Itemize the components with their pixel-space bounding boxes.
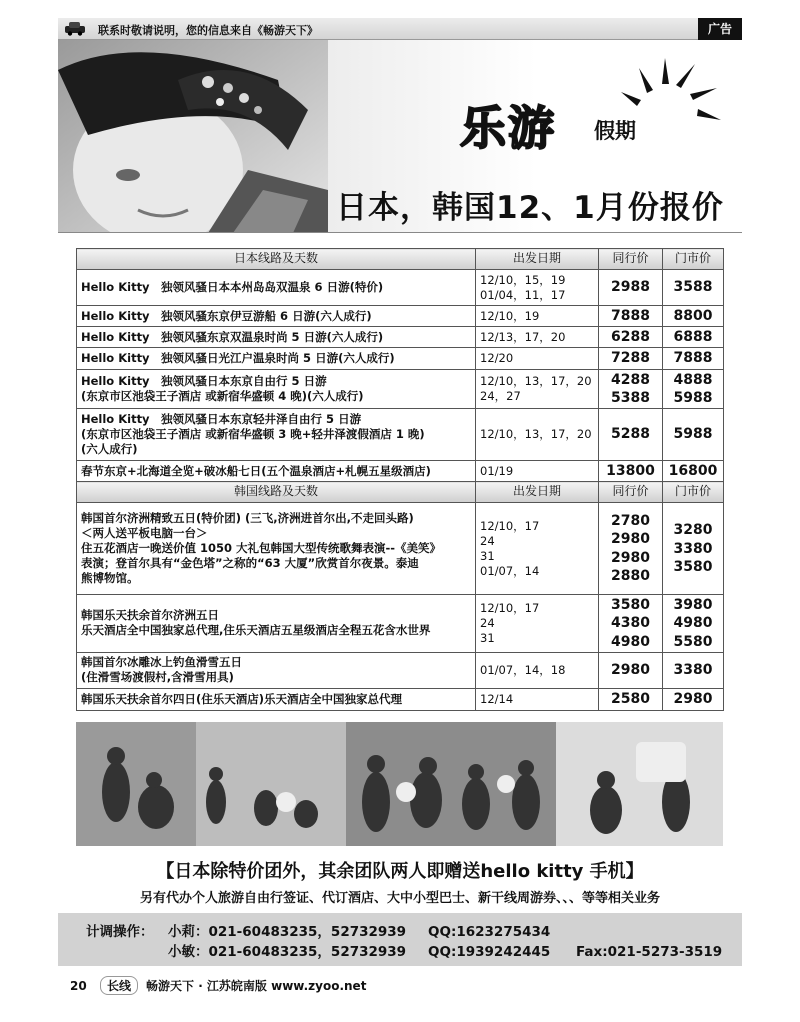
- table-row: [77, 270, 724, 306]
- japan-section: [77, 249, 724, 482]
- date-text: 12/10，13，17，20: [480, 426, 592, 441]
- date-cell: [476, 408, 599, 460]
- price-text: 2980: [611, 549, 650, 566]
- date-text: 01/07，14: [480, 563, 540, 578]
- price-text: 6888: [673, 329, 713, 346]
- contact-box: [58, 913, 742, 966]
- price-text: 2988: [611, 279, 650, 296]
- date-cell: [476, 688, 599, 710]
- table-row: [77, 503, 724, 595]
- route-cell: [77, 408, 476, 460]
- table-row: [77, 595, 724, 653]
- korea-header-row: [77, 482, 724, 503]
- japan-header-row: [77, 249, 724, 270]
- price-text: 6288: [611, 329, 650, 346]
- price-text: 2980: [673, 691, 713, 708]
- page-number: 20: [70, 979, 87, 993]
- price-text: 5988: [673, 426, 713, 443]
- price-text: 16800: [668, 462, 718, 479]
- route-cell: [77, 460, 476, 481]
- date-text: 12/10，17: [480, 518, 540, 533]
- date-text: 12/13，17，20: [480, 329, 566, 344]
- retail-price-cell: [663, 595, 724, 653]
- col-route-header: 韩国线路及天数: [77, 482, 476, 503]
- route-cell: [77, 306, 476, 327]
- price-text: 3588: [673, 279, 713, 296]
- price-text: 3580: [673, 558, 713, 575]
- contact-qq: QQ:1939242445: [428, 944, 551, 960]
- date-text: 12/10，19: [480, 308, 540, 323]
- retail-price-cell: [663, 408, 724, 460]
- route-text: (东京市区池袋王子酒店 或新宿华盛顿 4 晚)(六人成行): [81, 388, 364, 403]
- route-text: 韩国乐天扶余首尔四日(住乐天酒店)乐天酒店全中国独家总代理: [81, 691, 403, 706]
- date-cell: [476, 460, 599, 481]
- retail-price-cell: [663, 348, 724, 369]
- peer-price-cell: [599, 306, 663, 327]
- route-text: Hello Kitty 独领风骚东京伊豆游船 6 日游(六人成行): [81, 308, 372, 323]
- date-text: 12/10，13，17，20: [480, 373, 592, 388]
- route-text: Hello Kitty 独领风骚日本本州岛岛双温泉 6 日游(特价): [81, 280, 384, 295]
- car-logo-icon: [64, 21, 86, 36]
- price-text: 3580: [611, 597, 650, 614]
- promo-main: 【日本除特价团外，其余团队两人即赠送hello kitty 手机】: [156, 861, 644, 882]
- korea-section: [77, 482, 724, 711]
- peer-price-cell: [599, 688, 663, 710]
- brand-subtitle: 假期: [594, 119, 636, 143]
- price-text: 3380: [673, 662, 713, 679]
- col-date-header: 出发日期: [476, 249, 599, 270]
- retail-price-cell: [663, 270, 724, 306]
- date-text: 24: [480, 615, 495, 630]
- contact-name-phone: 小敏：021-60483235，52732939: [168, 944, 407, 960]
- contact-label: 计调操作：: [86, 924, 154, 940]
- date-cell: [476, 369, 599, 408]
- date-text: 12/10，15，19: [480, 272, 566, 287]
- col-peer-price-header: 同行价: [599, 249, 663, 270]
- date-text: 31: [480, 630, 495, 645]
- price-text: 5580: [673, 633, 713, 650]
- page-footer: [70, 976, 366, 995]
- route-text: 表演；登首尔具有“金色塔”之称的“63 大厦”欣赏首尔夜景。泰迪: [81, 556, 419, 571]
- date-cell: [476, 595, 599, 653]
- price-text: 5388: [611, 389, 650, 406]
- route-text: 乐天酒店全中国独家总代理,住乐天酒店五星级酒店全程五花含水世界: [81, 623, 431, 638]
- price-text: 2780: [611, 513, 650, 530]
- route-cell: [77, 652, 476, 688]
- footer-text: 畅游天下 · 江苏皖南版 www.zyoo.net: [146, 979, 367, 993]
- price-text: 4288: [611, 371, 650, 388]
- price-text: 3980: [673, 597, 713, 614]
- table-row: [77, 327, 724, 348]
- price-text: 2980: [611, 531, 650, 548]
- table-row: [77, 688, 724, 710]
- date-text: 31: [480, 548, 495, 563]
- retail-price-cell: [663, 327, 724, 348]
- contact-fax: Fax:021-5273-3519: [576, 944, 723, 960]
- col-retail-price-header: 门市价: [663, 482, 724, 503]
- price-text: 4888: [673, 371, 713, 388]
- route-cell: [77, 503, 476, 595]
- route-text: Hello Kitty 独领风骚日光江户温泉时尚 5 日游(六人成行): [81, 351, 395, 365]
- price-text: 2980: [611, 662, 650, 679]
- peer-price-cell: [599, 270, 663, 306]
- date-text: 01/07，14，18: [480, 662, 566, 677]
- table-row: [77, 652, 724, 688]
- col-peer-price-header: 同行价: [599, 482, 663, 503]
- retail-price-cell: [663, 652, 724, 688]
- route-cell: [77, 369, 476, 408]
- peer-price-cell: [599, 460, 663, 481]
- contact-row: [86, 920, 550, 940]
- date-text: 12/20: [480, 351, 514, 365]
- date-cell: [476, 270, 599, 306]
- ad-badge: 广告: [698, 18, 742, 40]
- route-text: Hello Kitty 独领风骚东京双温泉时尚 5 日游(六人成行): [81, 329, 384, 344]
- price-text: 2880: [611, 567, 650, 584]
- price-text: 5288: [611, 426, 650, 443]
- price-text: 7888: [673, 350, 713, 367]
- date-text: 01/04，11，17: [480, 287, 566, 302]
- peer-price-cell: [599, 408, 663, 460]
- date-text: 01/19: [480, 463, 514, 478]
- route-text: (六人成行): [81, 441, 138, 456]
- route-cell: [77, 595, 476, 653]
- table-row: [77, 369, 724, 408]
- top-bar: [58, 18, 742, 40]
- retail-price-cell: [663, 369, 724, 408]
- date-cell: [476, 327, 599, 348]
- route-text: Hello Kitty 独领风骚日本东京轻井泽自由行 5 日游: [81, 412, 362, 427]
- peer-price-cell: [599, 327, 663, 348]
- price-text: 4380: [611, 615, 650, 632]
- peer-price-cell: [599, 652, 663, 688]
- date-cell: [476, 348, 599, 369]
- route-text: 韩国首尔冰雕冰上钓鱼滑雪五日: [81, 655, 242, 670]
- contact-name-phone: 小莉：021-60483235，52732939: [168, 924, 407, 940]
- date-text: 12/14: [480, 691, 514, 706]
- price-text: 5988: [673, 389, 713, 406]
- date-text: 24，27: [480, 388, 521, 403]
- peer-price-cell: [599, 348, 663, 369]
- route-cell: [77, 327, 476, 348]
- route-cell: [77, 688, 476, 710]
- date-text: 12/10，17: [480, 601, 540, 615]
- source-note: 联系时敬请说明，您的信息来自《畅游天下》: [98, 24, 318, 37]
- korea-culture-photo-strip: [76, 722, 723, 846]
- date-cell: [476, 306, 599, 327]
- retail-price-cell: [663, 503, 724, 595]
- date-text: 24: [480, 533, 495, 548]
- price-text: 7288: [611, 350, 650, 367]
- col-date-header: 出发日期: [476, 482, 599, 503]
- date-cell: [476, 503, 599, 595]
- brand-logo-text: 乐游: [460, 101, 556, 155]
- retail-price-cell: [663, 688, 724, 710]
- table-row: [77, 408, 724, 460]
- contact-qq: QQ:1623275434: [428, 924, 551, 940]
- route-text: 韩国首尔济洲精致五日(特价团) (三飞,济洲进首尔出,不走回头路): [81, 511, 414, 526]
- table-row: [77, 460, 724, 481]
- price-text: 3380: [673, 540, 713, 557]
- route-text: 韩国乐天扶余首尔济洲五日: [81, 608, 219, 623]
- route-cell: [77, 348, 476, 369]
- retail-price-cell: [663, 306, 724, 327]
- route-cell: [77, 270, 476, 306]
- route-text: ＜两人送平板电脑一台＞: [81, 526, 208, 541]
- price-text: 7888: [611, 308, 650, 324]
- price-table: [76, 248, 724, 711]
- price-text: 13800: [606, 462, 655, 479]
- price-text: 4980: [611, 633, 650, 650]
- route-text: 春节东京+北海道全览+破冰船七日(五个温泉酒店+札幌五星级酒店): [81, 463, 431, 478]
- retail-price-cell: [663, 460, 724, 481]
- price-text: 8800: [673, 308, 713, 324]
- price-text: 4980: [673, 615, 713, 632]
- col-route-header: 日本线路及天数: [77, 249, 476, 270]
- hero-banner: [58, 40, 742, 233]
- contact-row: [86, 940, 722, 960]
- promo-sub: 另有代办个人旅游自由行签证、代订酒店、大中小型巴士、新干线周游券、、、等等相关业务: [139, 891, 660, 906]
- section-tag: 长线: [100, 976, 138, 995]
- peer-price-cell: [599, 595, 663, 653]
- route-text: Hello Kitty 独领风骚日本东京自由行 5 日游: [81, 373, 327, 388]
- hanbok-girl-photo: [58, 40, 328, 233]
- route-text: (东京市区池袋王子酒店 或新宿华盛顿 3 晚+轻井泽渡假酒店 1 晚): [81, 426, 425, 441]
- price-text: 3280: [673, 522, 713, 539]
- col-retail-price-header: 门市价: [663, 249, 724, 270]
- price-text: 2580: [611, 691, 650, 708]
- date-cell: [476, 652, 599, 688]
- page-headline: 日本，韩国12、1月份报价: [336, 190, 724, 226]
- peer-price-cell: [599, 503, 663, 595]
- table-row: [77, 306, 724, 327]
- table-row: [77, 348, 724, 369]
- peer-price-cell: [599, 369, 663, 408]
- route-text: 住五花酒店一晚送价值 1050 大礼包韩国大型传统歌舞表演--《美笑》: [81, 541, 442, 556]
- route-text: (住滑雪场渡假村,含滑雪用具): [81, 670, 234, 685]
- route-text: 熊博物馆。: [81, 571, 139, 586]
